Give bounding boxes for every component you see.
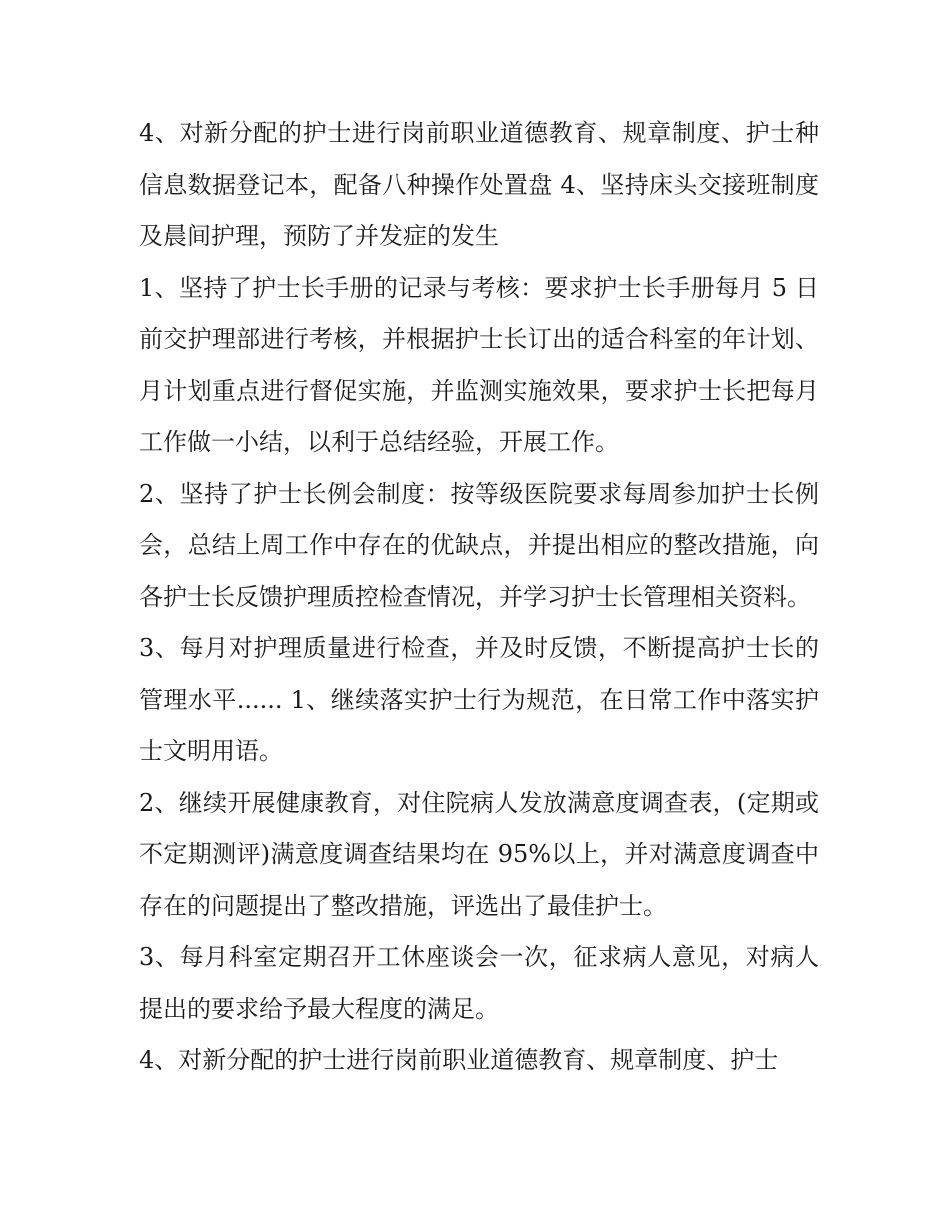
paragraph-7: 4、对新分配的护士进行岗前职业道德教育、规章制度、护士 [139, 1046, 779, 1074]
paragraph-6: 3、每月科室定期召开工休座谈会一次，征求病人意见，对病人提出的要求给予最大程度的满足。 [139, 943, 819, 1023]
paragraph-2: 1、坚持了护士长手册的记录与考核：要求护士长手册每月 5 日前交护理部进行考核，并根据护士长订出的适合科室的年计划、月计划重点进行督促实施，并监测实施效果，要求护士长把每月工作做一小结，以利于总结经验，开展工作。 [139, 273, 819, 456]
document-body [139, 108, 819, 1087]
paragraph-5: 2、继续开展健康教育，对住院病人发放满意度调查表，(定期或不定期测评)满意度调查结果均在 95%以上，并对满意度调查中存在的问题提出了整改措施，评选出了最佳护士。 [139, 788, 819, 920]
paragraph-3: 2、坚持了护士长例会制度：按等级医院要求每周参加护士长例会，总结上周工作中存在的优缺点，并提出相应的整改措施，向各护士长反馈护理质控检查情况，并学习护士长管理相关资料。 [139, 479, 819, 611]
paragraph-4: 3、每月对护理质量进行检查，并及时反馈，不断提高护士长的管理水平...... 1、继续落实护士行为规范，在日常工作中落实护士文明用语。 [139, 634, 819, 765]
paragraph-1: 4、对新分配的护士进行岗前职业道德教育、规章制度、护士种信息数据登记本，配备八种操作处置盘 4、坚持床头交接班制度及晨间护理，预防了并发症的发生 [139, 119, 819, 250]
